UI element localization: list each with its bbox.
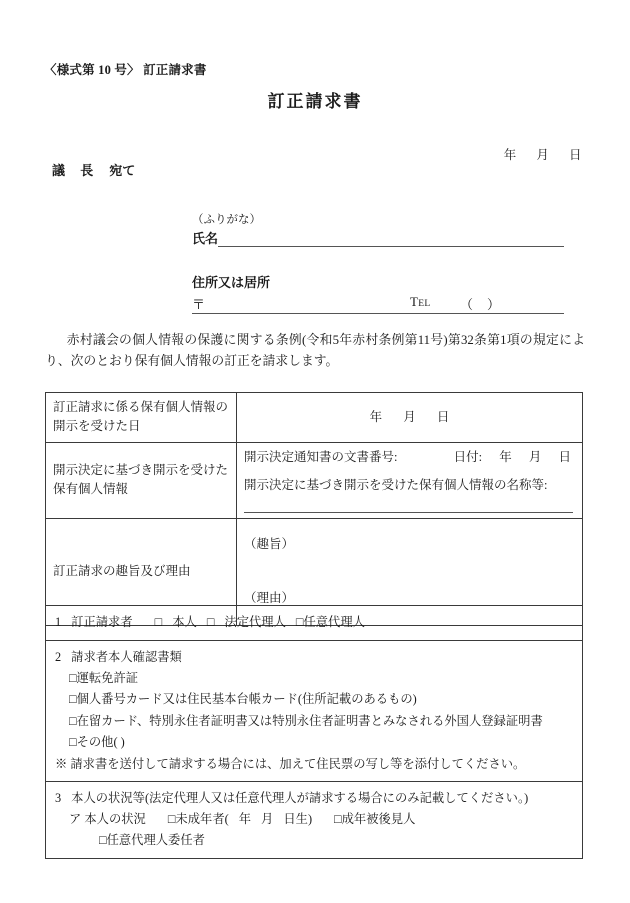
section2-option-row-1: [55, 668, 573, 690]
disclosed-info-name-input-line[interactable]: [244, 511, 573, 513]
row-label-disclosure-date: 訂正請求に係る保有個人情報の開示を受けた日: [46, 393, 237, 443]
section3-minor-year: 年: [238, 811, 252, 826]
section1-option-legal-rep: 法定代理人: [224, 615, 286, 629]
decision-date-label: 日付:: [453, 449, 483, 464]
section2-title: 請求者本人確認書類: [71, 649, 182, 664]
section2-option-2: 個人番号カード又は住民基本台帳カード(住所記載のあるもの): [76, 692, 417, 707]
name-label: 氏名: [192, 231, 219, 246]
section3-minor-month: 月: [261, 811, 274, 826]
section3-option-minor: 未成年者(: [175, 811, 229, 826]
document-number-label: 開示決定通知書の文書番号:: [244, 449, 398, 464]
main-form-table: [45, 392, 583, 626]
body-paragraph: 赤村議会の個人情報の保護に関する条例(令和5年赤村条例第11号)第32条第1項の規定により、次のとおり保有個人情報の訂正を請求します。: [45, 333, 585, 369]
checkbox-icon-adult-ward[interactable]: □: [334, 811, 342, 826]
checkbox-icon-self[interactable]: □: [154, 615, 163, 629]
checkbox-icon-drivers-license[interactable]: □: [69, 670, 77, 685]
row-label-purpose-reason: 訂正請求の趣旨及び理由: [46, 518, 237, 625]
section2-option-1: 運転免許証: [76, 670, 139, 685]
section3-status-row: [55, 809, 573, 831]
name-field-row: [192, 228, 564, 247]
table-row-section1: [46, 606, 583, 641]
checkbox-icon-legal-rep[interactable]: □: [206, 615, 215, 629]
postal-mark-icon: 〒: [192, 297, 206, 312]
section2-option-4: その他( ): [76, 735, 125, 750]
decision-date-group: [440, 448, 575, 467]
section1-number: 1: [55, 615, 62, 629]
purpose-label: （趣旨）: [244, 537, 295, 552]
section1-line: [55, 612, 573, 634]
section2-number: 2: [55, 649, 62, 664]
decision-year-label: 年: [499, 449, 512, 464]
date-day-label: 日: [568, 148, 582, 162]
document-number-line: [244, 448, 575, 467]
address-field-row[interactable]: [192, 295, 564, 314]
section3-minor-day: 日生): [283, 811, 313, 826]
section2-option-3: 在留カード、特別永住者証明書又は特別永住者証明書とみなされる外国人登録証明書: [76, 713, 543, 728]
page-title: 訂正請求書: [267, 92, 363, 111]
disclosure-year-label: 年: [369, 409, 383, 424]
disclosure-date-ymd: [370, 410, 450, 424]
name-input-line[interactable]: [218, 233, 564, 247]
section2-option-row-4: [55, 732, 573, 754]
checkbox-icon-proxy-delegator[interactable]: □: [99, 833, 107, 848]
checkbox-icon-residence-card[interactable]: □: [69, 713, 77, 728]
decision-month-label: 月: [528, 449, 542, 464]
addressee: [52, 160, 135, 179]
tel-area-code-parens: （）: [460, 297, 515, 312]
reason-label: （理由）: [244, 590, 295, 605]
table-row-disclosure-date: [46, 393, 583, 443]
section2-option-row-3: [55, 711, 573, 733]
document-date-line: [504, 145, 582, 163]
tel-label: TEL: [410, 294, 431, 309]
addressee-suffix: 宛て: [109, 163, 136, 178]
table-row-section3: [46, 781, 583, 858]
section2-note: ※ 請求書を送付して請求する場合には、加えて住民票の写し等を添付してください。: [55, 756, 526, 771]
checklist-table: [45, 605, 583, 859]
section3-option-proxy: 任意代理人委任者: [106, 833, 205, 848]
addressee-title: 議 長: [52, 163, 100, 178]
section3-item-label: ア 本人の状況: [69, 811, 146, 826]
row-value-disclosed-info[interactable]: [237, 442, 583, 518]
checkbox-icon-mynumber-card[interactable]: □: [69, 692, 77, 707]
furigana-label: （ふりがな）: [192, 214, 261, 226]
section1-option-self: 本人: [172, 615, 197, 629]
row-value-disclosure-date[interactable]: [237, 393, 583, 443]
section2-heading: [55, 647, 573, 668]
section3-heading: [55, 788, 573, 809]
section3-option-adult-ward: 成年被後見人: [341, 811, 416, 826]
checkbox-icon-other[interactable]: □: [69, 735, 77, 750]
checkbox-icon-minor[interactable]: □: [167, 811, 176, 826]
section2-option-row-2: [55, 689, 573, 711]
row-label-disclosed-info: 開示決定に基づき開示を受けた保有個人情報: [46, 442, 237, 518]
date-year-label: 年: [503, 148, 517, 162]
section3-number: 3: [55, 790, 62, 805]
section3-cell: [46, 781, 583, 858]
table-row-disclosed-info: [46, 442, 583, 518]
section1-option-voluntary-rep: 任意代理人: [303, 615, 365, 629]
section2-cell: [46, 640, 583, 781]
section1-cell: [46, 606, 583, 641]
section3-title: 本人の状況等(法定代理人又は任意代理人が請求する場合にのみ記載してください。): [71, 790, 529, 805]
section1-title: 訂正請求者: [71, 615, 133, 629]
table-row-section2: [46, 640, 583, 781]
checkbox-icon-voluntary-rep[interactable]: □: [295, 615, 304, 629]
decision-day-label: 日: [558, 449, 571, 464]
disclosed-info-name-label: 開示決定に基づき開示を受けた保有個人情報の名称等:: [244, 478, 548, 493]
address-label: 住所又は居所: [192, 275, 271, 290]
disclosure-month-label: 月: [403, 409, 416, 424]
section3-proxy-row: [55, 830, 573, 852]
date-month-label: 月: [536, 148, 550, 162]
form-number-label: 〈様式第 10 号〉 訂正請求書: [44, 63, 207, 77]
disclosure-day-label: 日: [436, 409, 450, 424]
